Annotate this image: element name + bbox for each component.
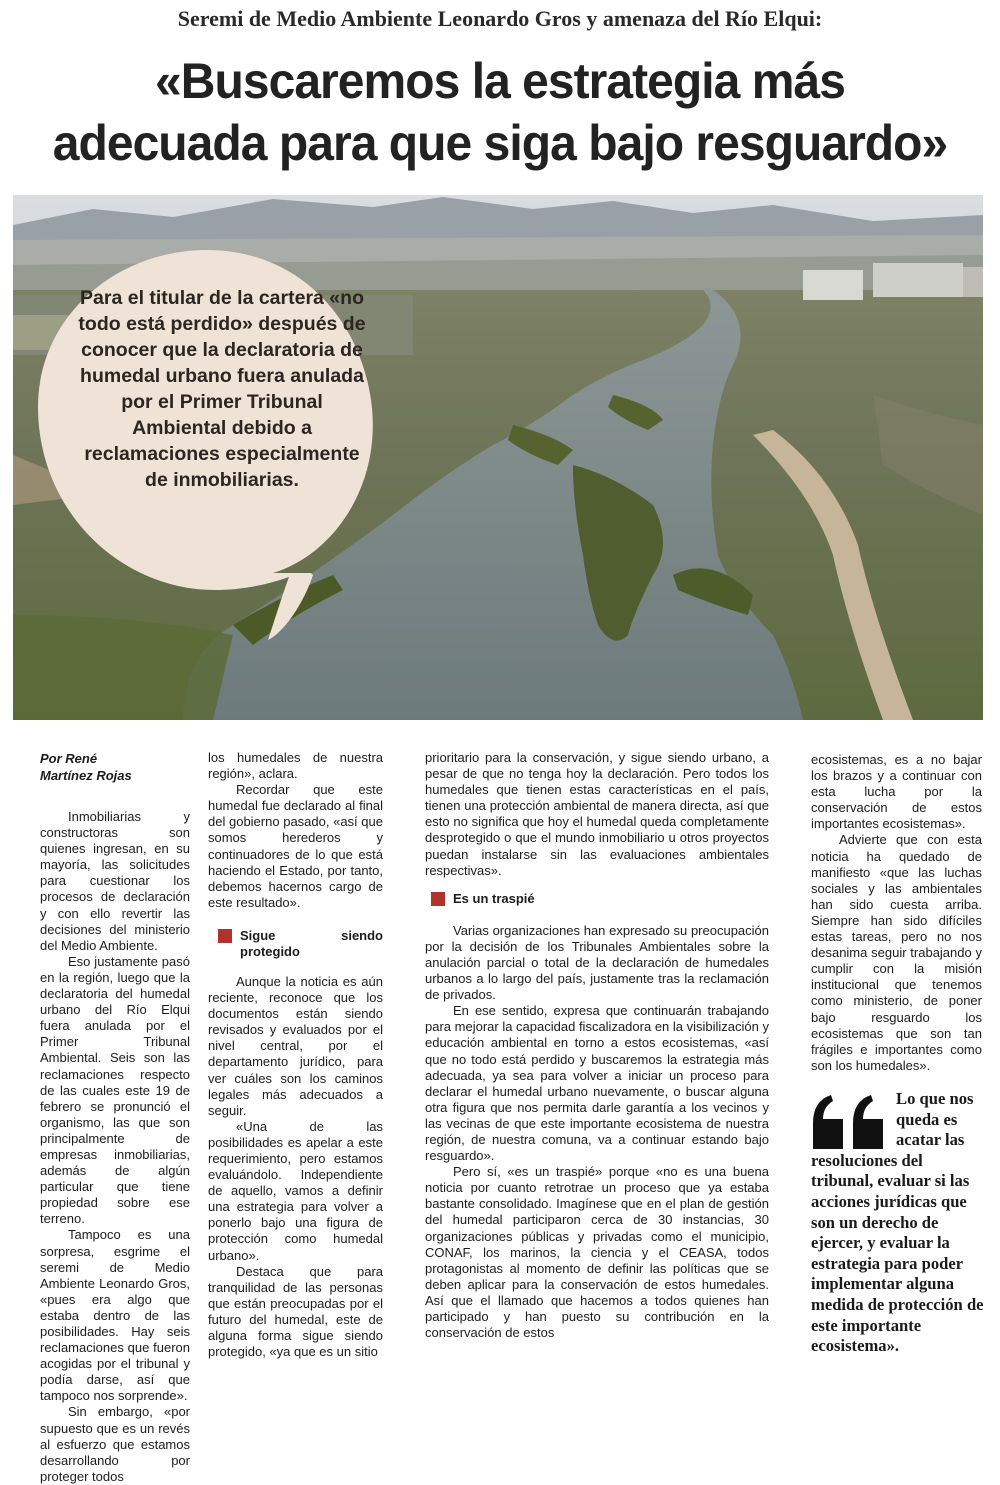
paragraph: Tampoco es una sorpresa, esgrime el seremi de Medio Ambiente Leonardo Gros, «pues era algo que estaba dentro de las posibilidades. Hay seis reclamaciones que fueron acogidas por el tribunal y podía darse, así que tampoco nos sorprende».	[40, 1227, 190, 1404]
column-2	[208, 750, 383, 1360]
pull-quote-line: acatar las	[896, 1130, 965, 1150]
paragraph: «Una de las posibilidades es apelar a este requerimiento, pero estamos evaluándolo. Independiente de aquello, vamos a definir una estrategia para volver a ponerlo bajo una figura de protección como humedal urbano».	[208, 1118, 383, 1263]
pull-quote-line: queda es	[896, 1109, 958, 1129]
paragraph: En ese sentido, expresa que continuarán trabajando para mejorar la capacidad fiscalizadora en la visibilización y educación ambiental en torno a estos ecosistemas, «así que no todo está perdido y buscaremos la estrategia más adecuada, ya sea para volver a iniciar un proceso para declarar el humedal urbano nuevamente, o buscar alguna otra figura que nos permita darle garantía a los vecinos y las vecinas de que este importante ecosistema de nuestra región, de nuestra comuna, va a continuar estando bajo resguardo».	[425, 1003, 769, 1164]
pull-quote-line: Lo que nos	[896, 1089, 974, 1108]
paragraph: Sin embargo, «por supuesto que es un revés al esfuerzo que estamos desarrollando por proteger todos	[40, 1404, 190, 1484]
paragraph: Eso justamente pasó en la región, luego que la declaratoria del humedal urbano del Río Elqui fuera anulada por el Primer Tribunal Ambiental. Seis son las reclamaciones respecto de las cuales este 19 de febrero se pronunció el organismo, las que son principalmente de empresas inmobiliarias, además de algún particular que tiene propiedad sobre ese terreno.	[40, 953, 190, 1227]
kicker: Seremi de Medio Ambiente Leonardo Gros y amenaza del Río Elqui:	[177, 6, 823, 31]
paragraph: Recordar que este humedal fue declarado al final del gobierno pasado, «así que somos herederos y continuadores de lo que está haciendo el Estado, por tanto, debemos hacernos cargo de este resultado».	[208, 782, 383, 910]
subhead-sigue-siendo-protegido	[218, 928, 383, 960]
bubble-caption: Para el titular de la cartera «no todo está perdido» después de conocer que la declaratoria de humedal urbano fuera anulada por el Primer Tribunal Ambiental debido a reclamaciones especialmente de inmobiliarias.	[78, 287, 366, 491]
subhead-square-icon	[431, 892, 445, 906]
byline	[40, 750, 190, 784]
subhead-square-icon	[218, 929, 232, 943]
headline-line-1: «Buscaremos la estrategia más	[155, 53, 845, 109]
column-3	[425, 750, 769, 1341]
headline-line-2: adecuada para que siga bajo resguardo»	[52, 115, 948, 171]
column-4	[811, 752, 982, 1074]
paragraph: Pero sí, «es un traspié» porque «no es una buena noticia por cuanto retrotrae un proceso que ya estaba bastante consolidado. Imagínese que en el plan de gestión del humedal participaron cerca de 30 instancias, 30 organizaciones públicas y privadas como el municipio, CONAF, los marinos, la ciencia y el CEASA, todos protagonistas al momento de definir las políticas que se deben aplicar para la conservación de estos humedales. Así que el llamado que hacemos a todos quienes han participado y han puesto su contribución en la conservación de estos	[425, 1164, 769, 1341]
subhead-label: Es un traspié	[453, 890, 535, 906]
byline-line-2: Martínez Rojas	[40, 768, 132, 783]
paragraph: Advierte que con esta noticia ha quedado de manifiesto «que las luchas sociales y las ambientales han sido cuesta arriba. Siempre han sido difíciles estas tareas, pero no nos desanima seguir trabajando y cumplir con la misión institucional que tenemos como ministerio, de poner bajo resguardo los ecosistemas que son tan frágiles e importantes como son los humedales».	[811, 832, 982, 1073]
paragraph: Destaca que para tranquilidad de las personas que están preocupadas por el futuro del humedal, este de alguna forma sigue siendo protegido, «ya que es un sitio	[208, 1263, 383, 1360]
paragraph: prioritario para la conservación, y sigue siendo urbano, a pesar de que no tenga hoy la declaración. Pero todos los humedales que tienen estas características en el país, tienen una protección ambiental de manera directa, así que esto no significa que hoy el humedal queda completamente desprotegido o que el mundo inmobiliario u otros proyectos puedan instalarse sin las evaluaciones ambientales respectivas».	[425, 750, 769, 878]
paragraph: Inmobiliarias y constructoras son quienes ingresan, en su mayoría, las solicitudes para cuestionar los procesos de declaración y con ello revertir las decisiones del ministerio del Medio Ambiente.	[40, 809, 190, 953]
pull-quote	[811, 1089, 986, 1357]
paragraph: Aunque la noticia es aún reciente, reconoce que los documentos están siendo revisados y evaluados por el nivel central, por el departamento jurídico, para ver cuáles son los caminos legales más adecuados a seguir.	[208, 973, 383, 1118]
headline	[20, 50, 980, 174]
paragraph: ecosistemas, es a no bajar los brazos y a continuar con esta lucha por la conservación de estos importantes ecosistemas».	[811, 752, 982, 832]
byline-line-1: Por René	[40, 751, 98, 766]
subhead-es-un-traspie	[431, 891, 769, 907]
paragraph: los humedales de nuestra región», aclara.	[208, 750, 383, 782]
pull-quote-body: resoluciones del tribunal, evaluar si las acciones jurídicas que son un derecho de ejercer, y evaluar la estrategia para poder implementar alguna medida de protección de este importante ecosistema».	[811, 1150, 984, 1356]
subhead-label: Sigue siendo protegido	[240, 927, 383, 959]
quote-marks-icon	[811, 1093, 886, 1151]
paragraph: Varias organizaciones han expresado su preocupación por la decisión de los Tribunales Ambientales sobre la anulación parcial o total de la declaración de humedales urbanos a lo largo del país, justamente tras la reclamación de privados.	[425, 922, 769, 1003]
column-1	[40, 750, 190, 1485]
